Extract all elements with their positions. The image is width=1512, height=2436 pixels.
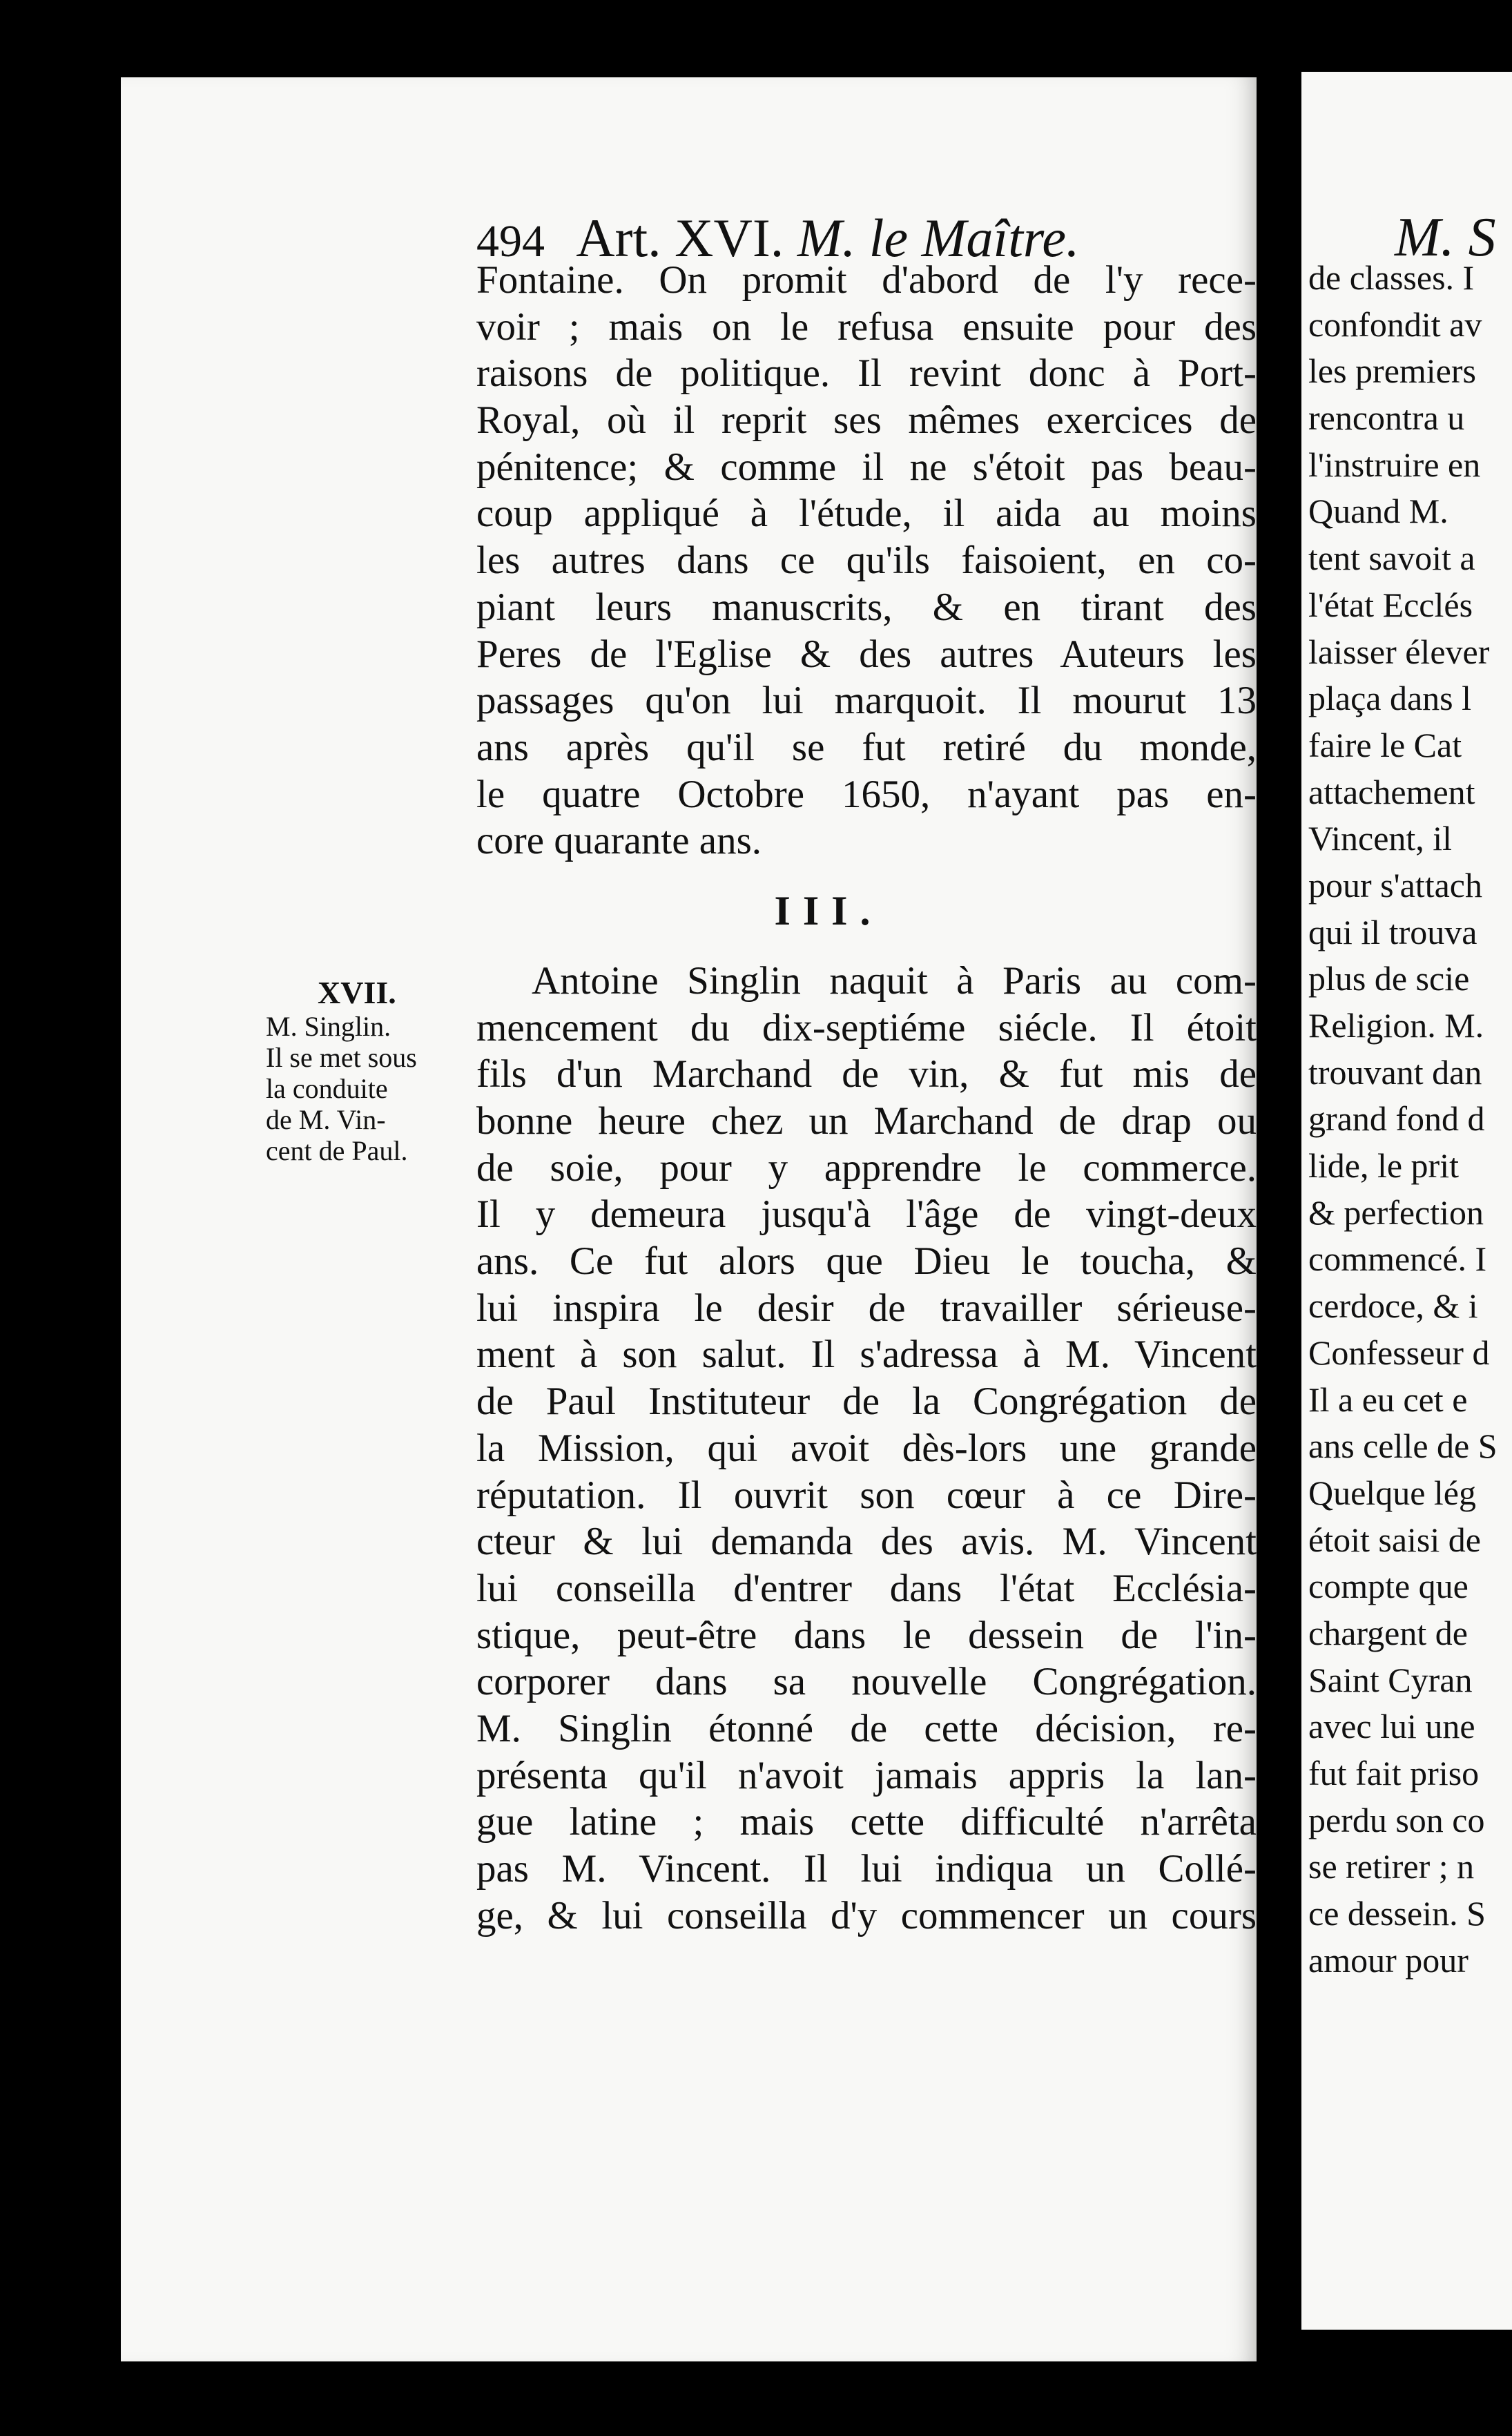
facing-line: perdu son co xyxy=(1308,1800,1485,1839)
facing-line: Religion. M. xyxy=(1308,1006,1484,1045)
facing-line: se retirer ; n xyxy=(1308,1847,1475,1886)
text-line: cteur & lui demanda des avis. M. Vincent xyxy=(476,1520,1257,1564)
text-line: stique, peut-être dans le dessein de l'in- xyxy=(476,1613,1257,1657)
text-line: ans après qu'il se fut retiré du monde, xyxy=(476,725,1257,769)
article-label: Art. XVI. xyxy=(576,208,784,268)
text-line: M. Singlin étonné de cette décision, re- xyxy=(476,1706,1257,1750)
text-line: pénitence; & comme il ne s'étoit pas beau- xyxy=(476,445,1257,489)
facing-line: chargent de xyxy=(1308,1613,1468,1652)
facing-line: Il a eu cet e xyxy=(1308,1380,1468,1419)
text-line: les autres dans ce qu'ils faisoient, en co- xyxy=(476,539,1257,583)
facing-line: Saint Cyran xyxy=(1308,1660,1473,1699)
main-text xyxy=(476,257,1257,1939)
marginal-line: la conduite xyxy=(266,1073,388,1104)
facing-line: attachement xyxy=(1308,772,1475,811)
facing-line: compte que xyxy=(1308,1567,1469,1606)
facing-line: amour pour xyxy=(1308,1940,1469,1980)
paragraph-1 xyxy=(476,257,1257,864)
facing-line: cerdoce, & i xyxy=(1308,1286,1478,1326)
text-line: ans. Ce fut alors que Dieu le toucha, & xyxy=(476,1239,1257,1284)
marginal-number: XVII. xyxy=(318,975,396,1010)
text-line: Royal, où il reprit ses mêmes exercices de xyxy=(476,398,1257,443)
marginal-lines xyxy=(266,1011,473,1166)
marginal-line: cent de Paul. xyxy=(266,1135,408,1166)
facing-line: les premiers xyxy=(1308,351,1476,391)
text-line: de Paul Instituteur de la Congrégation de xyxy=(476,1380,1257,1424)
text-line: le quatre Octobre 1650, n'ayant pas en- xyxy=(476,772,1257,816)
facing-line: & perfection xyxy=(1308,1192,1484,1232)
facing-line: pour s'attach xyxy=(1308,865,1482,905)
text-line: piant leurs manuscrits, & en tirant des xyxy=(476,585,1257,629)
text-line: mencement du dix-septiéme siécle. Il étoit xyxy=(476,1005,1257,1050)
marginal-note xyxy=(266,977,473,1166)
facing-line: avec lui une xyxy=(1308,1707,1475,1746)
facing-line: grand fond d xyxy=(1308,1099,1485,1139)
text-line: la Mission, qui avoit dès-lors une grande xyxy=(476,1426,1257,1470)
article-title: M. le Maître. xyxy=(797,208,1080,268)
facing-line: laisser élever xyxy=(1308,632,1490,671)
text-line: présenta qu'il n'avoit jamais appris la lan- xyxy=(476,1753,1257,1797)
facing-page-header: M. S xyxy=(1395,207,1496,268)
text-line: fils d'un Marchand de vin, & fut mis de xyxy=(476,1052,1257,1096)
facing-line: lide, le prit xyxy=(1308,1146,1459,1186)
text-line: pas M. Vincent. Il lui indiqua un Collé- xyxy=(476,1847,1257,1891)
facing-line: l'état Ecclés xyxy=(1308,585,1473,624)
section-number: III. xyxy=(774,887,883,934)
text-line: ment à son salut. Il s'adressa à M. Vincent xyxy=(476,1333,1257,1377)
facing-line: tent savoit a xyxy=(1308,539,1475,578)
text-line: lui conseilla d'entrer dans l'état Ecclésia- xyxy=(476,1566,1257,1610)
text-line: Peres de l'Eglise & des autres Auteurs les xyxy=(476,632,1257,676)
text-line: passages qu'on lui marquoit. Il mourut 13 xyxy=(476,679,1257,723)
text-line: gue latine ; mais cette difficulté n'arrêta xyxy=(476,1800,1257,1844)
text-line: réputation. Il ouvrit son cœur à ce Dire- xyxy=(476,1473,1257,1517)
text-line: core quarante ans. xyxy=(476,819,762,863)
facing-line: Vincent, il xyxy=(1308,819,1453,858)
facing-line: ce dessein. S xyxy=(1308,1894,1486,1933)
text-line: coup appliqué à l'étude, il aida au moins xyxy=(476,492,1257,536)
facing-line: Confesseur d xyxy=(1308,1333,1490,1372)
text-line: Fontaine. On promit d'abord de l'y rece- xyxy=(476,258,1257,302)
facing-line: rencontra u xyxy=(1308,398,1465,438)
marginal-line: Il se met sous xyxy=(266,1042,417,1073)
facing-line: étoit saisi de xyxy=(1308,1520,1481,1559)
facing-line: commencé. I xyxy=(1308,1239,1487,1279)
facing-line: plaça dans l xyxy=(1308,679,1472,718)
facing-line: Quand M. xyxy=(1308,492,1448,531)
facing-page-text xyxy=(1308,255,1512,1984)
facing-line: faire le Cat xyxy=(1308,725,1462,764)
facing-line: qui il trouva xyxy=(1308,912,1477,951)
facing-line: trouvant dan xyxy=(1308,1052,1482,1092)
text-line: voir ; mais on le refusa ensuite pour des xyxy=(476,304,1257,349)
text-line: Il y demeura jusqu'à l'âge de vingt-deux xyxy=(476,1192,1257,1237)
paragraph-2 xyxy=(476,958,1257,1939)
page-number: 494 xyxy=(476,216,545,267)
text-line: corporer dans sa nouvelle Congrégation. xyxy=(476,1660,1257,1704)
marginal-line: M. Singlin. xyxy=(266,1011,391,1042)
text-line: de soie, pour y apprendre le commerce. xyxy=(476,1146,1257,1190)
facing-page xyxy=(1301,72,1512,2330)
text-line: raisons de politique. Il revint donc à Port- xyxy=(476,351,1257,396)
facing-line: l'instruire en xyxy=(1308,445,1481,484)
text-line: bonne heure chez un Marchand de drap ou xyxy=(476,1099,1257,1143)
text-line: ge, & lui conseilla d'y commencer un cours xyxy=(476,1893,1257,1937)
text-line: lui inspira le desir de travailler sérieuse- xyxy=(476,1286,1257,1330)
marginal-line: de M. Vin- xyxy=(266,1104,386,1135)
facing-line: confondit av xyxy=(1308,304,1482,344)
facing-line: plus de scie xyxy=(1308,959,1470,998)
facing-line: de classes. I xyxy=(1308,258,1475,297)
facing-line: Quelque lég xyxy=(1308,1473,1476,1512)
facing-line: ans celle de S xyxy=(1308,1427,1498,1466)
facing-line: fut fait priso xyxy=(1308,1754,1480,1792)
text-line: Antoine Singlin naquit à Paris au com- xyxy=(532,958,1257,1003)
